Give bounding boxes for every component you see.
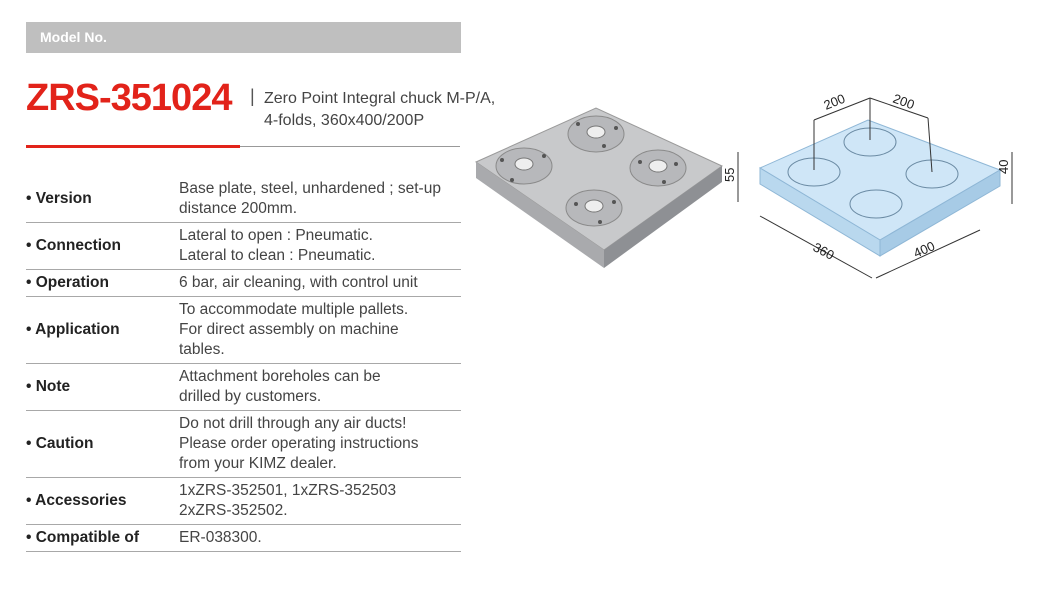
spec-row bbox=[26, 297, 461, 364]
spec-value-line: Base plate, steel, unhardened ; set-up bbox=[179, 180, 441, 197]
spec-value bbox=[179, 411, 461, 478]
spec-label: • Operation bbox=[26, 270, 179, 297]
spec-value-line: Please order operating instructions bbox=[179, 435, 419, 452]
spec-value-line: 1xZRS-352501, 1xZRS-352503 bbox=[179, 482, 397, 499]
spec-label: • Accessories bbox=[26, 478, 179, 525]
spec-label: • Version bbox=[26, 176, 179, 223]
spec-value-line: from your KIMZ dealer. bbox=[179, 455, 337, 472]
spec-value-line: 6 bar, air cleaning, with control unit bbox=[179, 274, 418, 291]
dimension-length: 360 bbox=[810, 239, 837, 263]
description-line-2: 4-folds, 360x400/200P bbox=[264, 112, 425, 129]
dimension-height-right: 40 bbox=[996, 159, 1011, 174]
model-code: ZRS-351024 bbox=[26, 77, 232, 119]
spec-value-line: To accommodate multiple pallets. bbox=[179, 301, 409, 318]
spec-value-line: Attachment boreholes can be bbox=[179, 368, 381, 385]
spec-value-line: Lateral to open : Pneumatic. bbox=[179, 227, 373, 244]
description-line-1: Zero Point Integral chuck M-P/A, bbox=[264, 90, 496, 107]
title-underline bbox=[240, 146, 460, 147]
title-underline-accent bbox=[26, 145, 240, 148]
spec-value-line: 2xZRS-352502. bbox=[179, 502, 288, 519]
spec-value bbox=[179, 525, 461, 552]
spec-value-line: For direct assembly on machine bbox=[179, 321, 399, 338]
dimension-width: 400 bbox=[911, 238, 938, 261]
spec-value bbox=[179, 364, 461, 411]
dimension-drawing bbox=[720, 90, 1030, 290]
spec-value-line: Lateral to clean : Pneumatic. bbox=[179, 247, 376, 264]
spec-row bbox=[26, 223, 461, 270]
spec-table bbox=[26, 176, 461, 552]
spec-value-line: distance 200mm. bbox=[179, 200, 298, 217]
dimension-top-left: 200 bbox=[821, 90, 848, 113]
spec-label: • Caution bbox=[26, 411, 179, 478]
spec-row bbox=[26, 478, 461, 525]
spec-value-line: tables. bbox=[179, 341, 225, 358]
spec-label: • Compatible of bbox=[26, 525, 179, 552]
spec-value bbox=[179, 270, 461, 297]
model-number-header: Model No. bbox=[26, 22, 461, 53]
dimension-height-left: 55 bbox=[722, 167, 737, 182]
spec-label: • Note bbox=[26, 364, 179, 411]
spec-value bbox=[179, 176, 461, 223]
spec-label: • Application bbox=[26, 297, 179, 364]
product-description bbox=[264, 88, 495, 132]
spec-row bbox=[26, 525, 461, 552]
spec-value bbox=[179, 223, 461, 270]
spec-label: • Connection bbox=[26, 223, 179, 270]
spec-row bbox=[26, 364, 461, 411]
spec-value-line: drilled by customers. bbox=[179, 388, 322, 405]
spec-row bbox=[26, 176, 461, 223]
title-separator: | bbox=[250, 86, 255, 106]
spec-value bbox=[179, 478, 461, 525]
product-photo bbox=[474, 100, 724, 280]
spec-value-line: Do not drill through any air ducts! bbox=[179, 415, 407, 432]
spec-value bbox=[179, 297, 461, 364]
dimension-top-right: 200 bbox=[890, 90, 917, 113]
spec-row bbox=[26, 411, 461, 478]
spec-row bbox=[26, 270, 461, 297]
spec-value-line: ER-038300. bbox=[179, 529, 262, 546]
